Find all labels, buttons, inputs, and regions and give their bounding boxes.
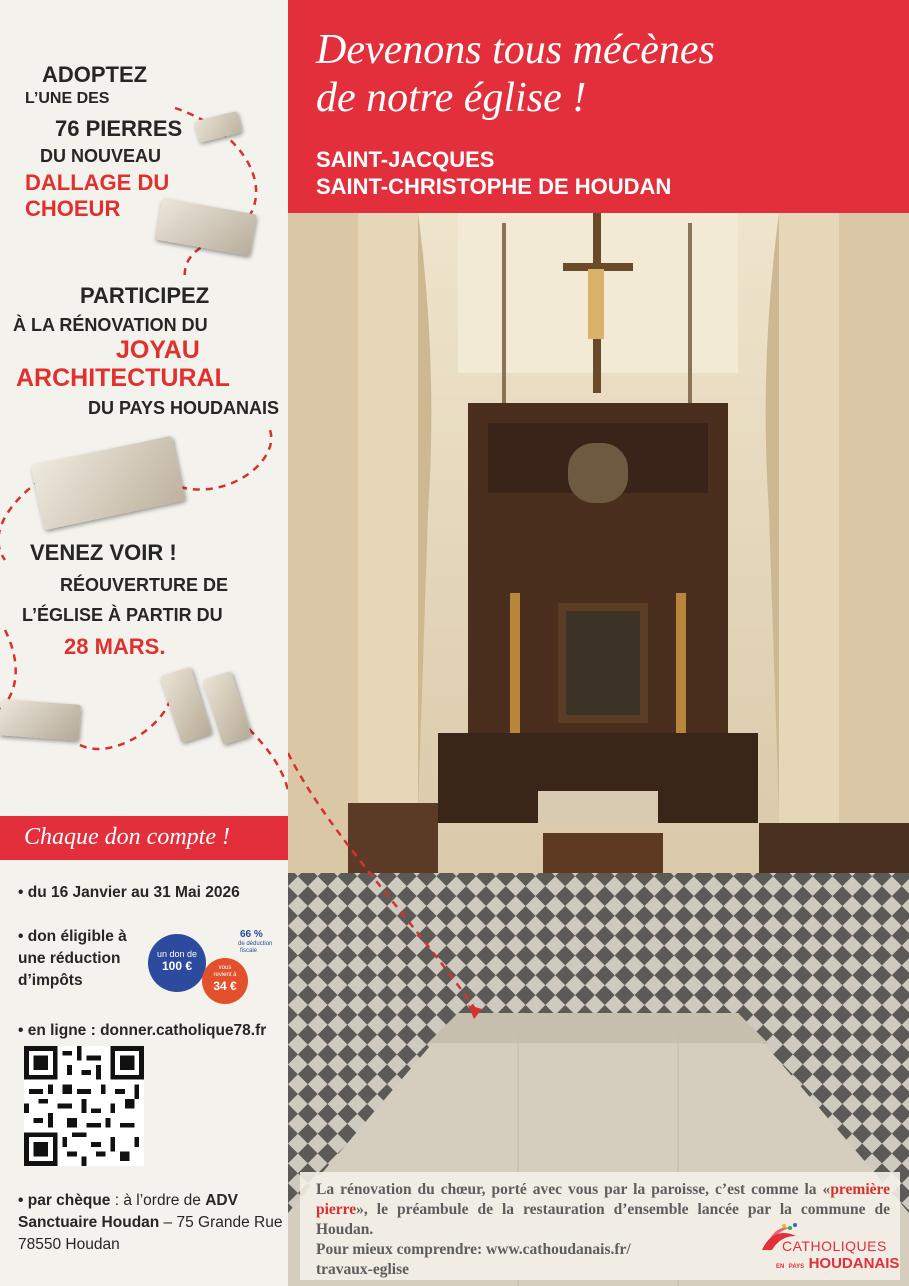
cheque-line2 bbox=[18, 1212, 282, 1234]
left-column bbox=[0, 0, 288, 1286]
tax-badge bbox=[148, 926, 278, 1006]
cheque-org2: Sanctuaire Houdan bbox=[18, 1214, 160, 1231]
badge-back-line1: vous bbox=[218, 965, 232, 971]
cheque-address: – 75 Grande Rue bbox=[159, 1214, 283, 1231]
title-line1: Devenons tous mécènes bbox=[316, 27, 715, 73]
eglise-text: L’ÉGLISE À PARTIR DU bbox=[22, 605, 223, 625]
right-column bbox=[288, 0, 909, 1286]
adoptez-text: ADOPTEZ bbox=[42, 62, 148, 87]
eligible-line3: d’impôts bbox=[18, 972, 83, 989]
badge-back-circle bbox=[202, 958, 248, 1004]
caption-more-link[interactable]: Pour mieux comprendre: www.cathoudanais.fr/ bbox=[316, 1241, 631, 1258]
donation-banner bbox=[0, 816, 288, 860]
cheque-label: • par chèque bbox=[18, 1192, 111, 1209]
joyau-text: JOYAU bbox=[116, 336, 200, 364]
logo-en: EN bbox=[776, 1264, 785, 1270]
caption-part2: », le préambule de la restauration d’ensemble lancée par la commune de Houdan. bbox=[316, 1201, 890, 1238]
caption-more-link-2[interactable]: travaux-eglise bbox=[316, 1261, 409, 1278]
subtitle-line1: SAINT-JACQUES bbox=[316, 147, 495, 172]
badge-don-line1: un don de bbox=[156, 949, 198, 959]
period-text: • du 16 Janvier au 31 Mai 2026 bbox=[18, 884, 240, 901]
logo-line1: CATHOLIQUES bbox=[782, 1238, 887, 1254]
pierres-text: 76 PIERRES bbox=[55, 116, 183, 141]
dallage-text: DALLAGE DU bbox=[25, 170, 170, 195]
badge-don-circle bbox=[148, 934, 206, 992]
badge-percent-label-2: fiscale bbox=[240, 948, 258, 954]
cheque-city: 78550 Houdan bbox=[18, 1236, 120, 1253]
choeur-text: CHOEUR bbox=[25, 196, 121, 221]
logo-line2 bbox=[776, 1255, 899, 1273]
title-line2: de notre église ! bbox=[316, 75, 587, 121]
header-banner bbox=[288, 0, 909, 213]
venez-voir-text: VENEZ VOIR ! bbox=[30, 540, 177, 565]
cheque-line1 bbox=[18, 1190, 238, 1212]
cheque-org1: ADV bbox=[205, 1192, 238, 1209]
page-subtitle bbox=[316, 146, 671, 200]
donation-banner-text: Chaque don compte ! bbox=[24, 824, 230, 850]
caption-box bbox=[300, 1172, 900, 1280]
logo-pays: PAYS bbox=[788, 1264, 805, 1270]
date-text: 28 MARS. bbox=[64, 634, 166, 659]
badge-percent: 66 % bbox=[240, 929, 263, 940]
cheque-text: : à l’ordre de bbox=[110, 1192, 206, 1209]
stone-image-4 bbox=[0, 699, 81, 740]
renovation-text: À LA RÉNOVATION DU bbox=[13, 315, 208, 335]
online-line bbox=[18, 1020, 266, 1042]
caption-part1: La rénovation du chœur, porté avec vous par la paroisse, c’est comme la « bbox=[316, 1181, 831, 1198]
qr-code[interactable] bbox=[24, 1046, 144, 1166]
pays-text: DU PAYS HOUDANAIS bbox=[88, 398, 280, 418]
une-des-text: L’UNE DES bbox=[25, 90, 110, 107]
catholiques-logo bbox=[760, 1220, 900, 1276]
page-title bbox=[316, 26, 715, 122]
architectural-text: ARCHITECTURAL bbox=[16, 364, 230, 392]
subtitle-line2: SAINT-CHRISTOPHE DE HOUDAN bbox=[316, 174, 672, 199]
online-url[interactable]: donner.catholique78.fr bbox=[100, 1022, 267, 1039]
badge-percent-label-1: de déduction bbox=[238, 941, 273, 947]
badge-back-line3: 34 € bbox=[213, 979, 237, 993]
badge-back-line2: revient à bbox=[213, 972, 237, 978]
online-label: • en ligne : bbox=[18, 1022, 96, 1039]
reouverture-text: RÉOUVERTURE DE bbox=[60, 575, 229, 595]
badge-don-line2: 100 € bbox=[161, 959, 193, 973]
participez-text: PARTICIPEZ bbox=[80, 283, 210, 308]
eligible-line2: une réduction bbox=[18, 950, 121, 967]
church-interior-photo bbox=[288, 213, 909, 1286]
logo-houdanais: HOUDANAIS bbox=[808, 1255, 900, 1272]
caption-highlight: première pierre bbox=[316, 1181, 890, 1218]
eligible-line1: • don éligible à bbox=[18, 928, 127, 945]
nouveau-text: DU NOUVEAU bbox=[40, 146, 162, 166]
